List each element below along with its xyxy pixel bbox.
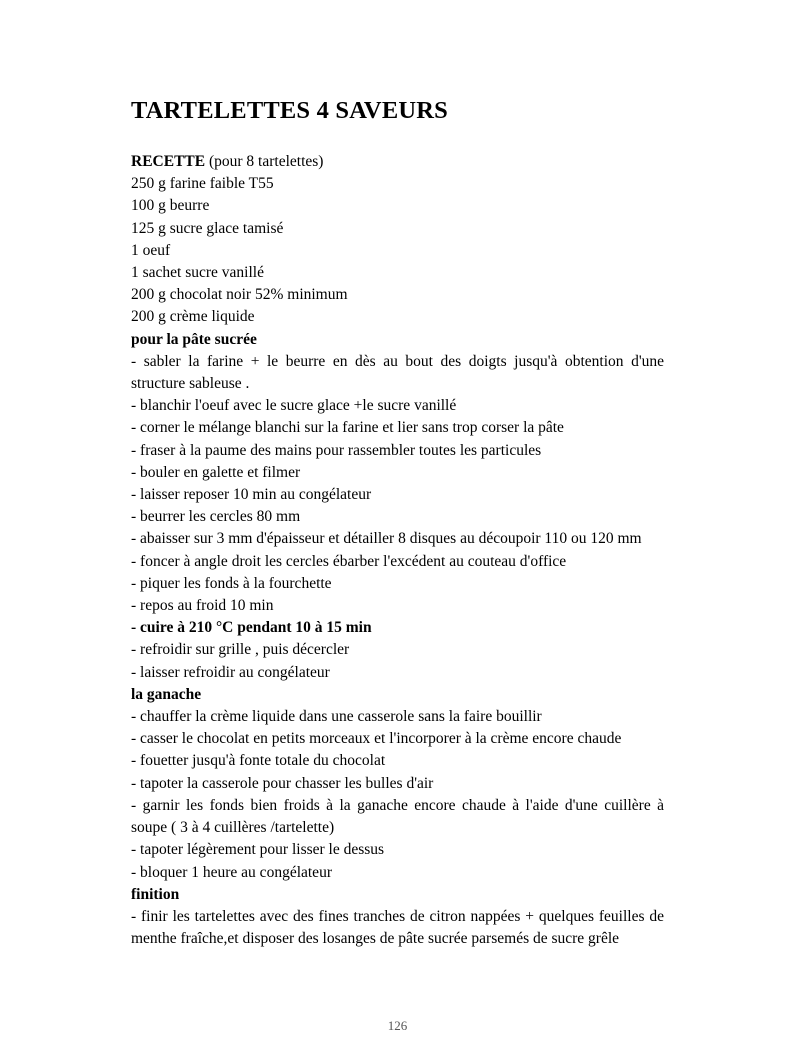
step: - garnir les fonds bien froids à la ganache encore chaude à l'aide d'une cuillère à soupe ( 3 à 4 cuillères /tartelette): [131, 796, 664, 837]
page-title: TARTELETTES 4 SAVEURS: [131, 97, 448, 124]
step: - repos au froid 10 min: [131, 597, 274, 615]
step: - piquer les fonds à la fourchette: [131, 574, 332, 592]
step: - fraser à la paume des mains pour rassembler toutes les particules: [131, 441, 542, 459]
step: - corner le mélange blanchi sur la farine et lier sans trop corser la pâte: [131, 419, 564, 437]
step: - tapoter la casserole pour chasser les bulles d'air: [131, 774, 434, 792]
step: - foncer à angle droit les cercles ébarber l'excédent au couteau d'office: [131, 552, 567, 570]
section-heading-pate-sucree: pour la pâte sucrée: [131, 330, 257, 348]
ingredient: 200 g crème liquide: [131, 308, 255, 326]
step: - refroidir sur grille , puis décercler: [131, 641, 350, 659]
page-number: 126: [387, 1018, 408, 1033]
ingredient: 1 sachet sucre vanillé: [131, 264, 264, 282]
step: - finir les tartelettes avec des fines tranches de citron nappées + quelques feuilles de menthe fraîche,et disposer des losanges de pâte sucrée parsemés de sucre grêle: [131, 907, 664, 948]
recipe-heading: RECETTE: [131, 153, 206, 170]
step: - fouetter jusqu'à fonte totale du chocolat: [131, 752, 386, 770]
recipe-yield: (pour 8 tartelettes): [205, 153, 324, 170]
section-heading-ganache: la ganache: [131, 685, 202, 703]
step: - laisser reposer 10 min au congélateur: [131, 486, 372, 504]
step: - tapoter légèrement pour lisser le dessus: [131, 841, 385, 859]
ingredient: 125 g sucre glace tamisé: [131, 219, 284, 237]
step-bake: - cuire à 210 °C pendant 10 à 15 min: [131, 619, 372, 637]
step: - bouler en galette et filmer: [131, 463, 301, 481]
ingredient: 200 g chocolat noir 52% minimum: [131, 286, 348, 304]
step: - casser le chocolat en petits morceaux et l'incorporer à la crème encore chaude: [131, 730, 622, 748]
ingredient: 1 oeuf: [131, 241, 171, 259]
step: - chauffer la crème liquide dans une casserole sans la faire bouillir: [131, 708, 542, 726]
recipe-body: [131, 151, 664, 950]
step: - sabler la farine + le beurre en dès au bout des doigts jusqu'à obtention d'une structure sableuse .: [131, 352, 664, 393]
step: - blanchir l'oeuf avec le sucre glace +le sucre vanillé: [131, 397, 457, 415]
step: - bloquer 1 heure au congélateur: [131, 863, 332, 881]
step: - laisser refroidir au congélateur: [131, 663, 330, 681]
ingredient: 100 g beurre: [131, 197, 210, 215]
step: - abaisser sur 3 mm d'épaisseur et détailler 8 disques au découpoir 110 ou 120 mm: [131, 530, 642, 548]
step: - beurrer les cercles 80 mm: [131, 508, 301, 526]
section-heading-finition: finition: [131, 885, 180, 903]
ingredient: 250 g farine faible T55: [131, 175, 274, 193]
recipe-heading-line: [131, 151, 664, 173]
